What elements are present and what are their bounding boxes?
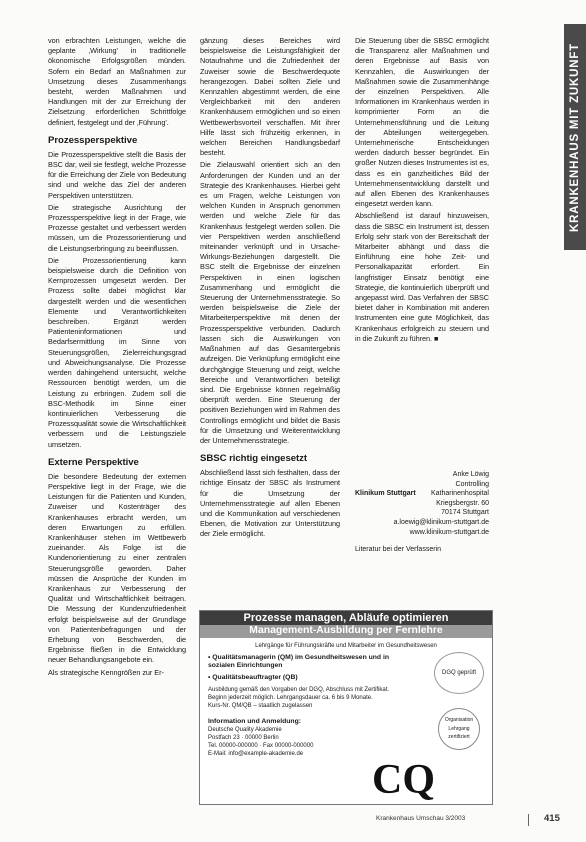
- paragraph: Die strategische Ausrichtung der Prozessperspektive liegt in der Frage, wie Prozesse gestaltet und verbessert werden müssen, um die Prozessorientierung und die Leistungserbringung zu beeinflussen.: [48, 202, 186, 253]
- ad-contact-line: Postfach 23 · 00000 Berlin: [208, 735, 279, 742]
- ad-headline: Prozesse managen, Abläufe optimieren: [200, 611, 492, 625]
- ad-body: [200, 638, 492, 762]
- author-contact: [355, 470, 489, 555]
- footer-divider: [528, 814, 529, 826]
- street: Kriegsbergstr. 60: [436, 499, 489, 507]
- author-name: Anke Löwig: [452, 471, 489, 478]
- cq-logo-text: CQ: [372, 757, 435, 803]
- column-3: [355, 36, 489, 346]
- author-role: Controlling: [455, 480, 489, 488]
- certification-logo-text: DGQ geprüft: [441, 669, 476, 676]
- ad-contact-line: Deutsche Quality Akademie: [208, 727, 282, 734]
- seal-icon: [438, 708, 480, 750]
- ad-intro: Lehrgänge für Führungskräfte und Mitarbeiter im Gesundheitswesen: [255, 643, 437, 650]
- org-unit: Katharinenhospital: [431, 490, 489, 498]
- heading-externe-perspektive: Externe Perspektive: [48, 456, 139, 468]
- ad-subhead: Management-Ausbildung per Fernlehre: [200, 625, 492, 639]
- email[interactable]: a.loewig@klinikum-stuttgart.de: [393, 518, 489, 526]
- column-2: [200, 36, 340, 542]
- ad-contact: [208, 718, 368, 759]
- page-footer: [376, 813, 560, 824]
- paragraph: Die Steuerung über die SBSC ermöglicht die Transparenz aller Maßnahmen und deren Ergebnisse auf Basis von Kennzahlen, die Auswirkungen der Maßnahmen sowie die Zusammenhänge der einzelnen Perspektiven. Alle Informationen im Krankenhaus werden in komprimierter Form an die Unternehmensführung und die Leitung der Abteilungen weitergegeben. Unternehmerische Entscheidungen werden dadurch besser begründet. Ein großer Nutzen dieses Instrumentes ist es, dass es ein ganzheitliches Bild der Unternehmensentwicklung darstellt und auf allen Ebenen des Krankenhauses eingesetzt werden kann.: [355, 36, 489, 209]
- paragraph: [355, 211, 489, 344]
- section-tab-label: KRANKENHAUS MIT ZUKUNFT: [569, 42, 581, 232]
- seal-text: Organisation Lehrgang zertifiziert: [444, 717, 474, 741]
- paragraph: von erbrachten Leistungen, welche die geplante ‚Wirkung' in traditionelle ökonomische Erfolgsgrößen münden. Sofern ein Bedarf an Maßnahmen zur Umsetzung dieses Zusammenhangs besteht, werden Maßnahmen und Handlungen mit der zur Erreichung der Zielsetzung erforderlichen Schrittfolge definiert, festgelegt und der ‚Führung'.: [48, 36, 186, 127]
- ad-bullet: • Qualitätsbeauftragter (QB): [208, 673, 298, 681]
- paragraph: Die besondere Bedeutung der externen Perspektive liegt in der Frage, wie die Leistungen für die Patienten und Kunden, Zuweiser und Kostenträger des Krankenhauses erbracht werden, um deren Erwartungen zu erfüllen. Krankenhäuser stehen im Wettbewerb zueinander. Als Folge ist die Kundenorientierung zu einer zentralen Steuerungsgröße geworden. Daher müssen die Ansprüche der Kunden im Krankenhaus zur Verbesserung der Qualität und Wirtschaftlichkeit beitragen. Die Messung der Kundenzufriedenheit erfolgt beispielsweise auf der Grundlage von Patientenbefragungen und der Erhebung von Beschwerden, die Ergebnisse fließen in die Entwicklung neuer Behandlungsangebote ein.: [48, 471, 186, 665]
- literature-note: Literatur bei der Verfasserin: [355, 546, 441, 554]
- org-row: [355, 489, 489, 499]
- end-mark: ■: [434, 333, 439, 343]
- paragraph: Die Prozessorientierung kann beispielsweise durch die Definition von Kernprozessen umgesetzt werden. Der Prozess sollte dabei möglichst klar dargestellt werden und die wesentlichen Elemente und Verantwortlichkeiten beschreiben. Ergänzt werden Patienteninformationen und Bedarfsermittlung im Sinne von Steuerungsgrößen, Zielerreichungsgrad und Abweichungsanalyse. Die Prozesse werden dahingehend untersucht, welche Ressourcen benötigt werden, um die Leistung zu erbringen. Zudem soll die BSC-Methodik im Sinne einer kontinuierlichen Verbesserung die Prozessqualität sowie die Wirtschaftlichkeit verbessern und die Leistungsziele umsetzen.: [48, 255, 186, 449]
- website[interactable]: www.klinikum-stuttgart.de: [409, 528, 489, 536]
- paragraph: Als strategische Kenngrößen zur Er-: [48, 667, 164, 677]
- ad-detail: Ausbildung gemäß den Vorgaben der DGQ, Abschluss mit Zertifikat. Beginn jederzeit möglich. Lehrgangsdauer ca. 6 bis 9 Monate.: [208, 686, 390, 701]
- paragraph-text: Abschließend ist darauf hinzuweisen, dass die SBSC ein Instrument ist, dessen Erfolg sehr stark von der Bereitschaft der Mitarbeiter abhängt und dass die Einführung eine hohe Zeit- und Personalkapazität erfordert. Ein langfristiger Einsatz benötigt eine Strategie, die kontinuierlich überprüft und angepasst wird. Das Verfahren der SBSC bietet daher in Kombination mit anderen Instrumenten eine gute Möglichkeit, das Krankenhaus erfolgreich zu steuern und in die Zukunft zu führen.: [355, 211, 489, 343]
- ad-bullet: • Qualitätsmanagerin (QM) im Gesundheitswesen und in sozialen Einrichtungen: [208, 653, 390, 670]
- city: 70174 Stuttgart: [441, 509, 489, 517]
- paragraph: Die Prozessperspektive stellt die Basis der BSC dar, weil sie festlegt, welche Prozesse für die Erreichung der Ziele von Bedeutung sind und welche das Ziel der anderen Perspektiven unterstützen.: [48, 149, 186, 200]
- journal-name: Krankenhaus Umschau 3/2003: [376, 815, 466, 822]
- section-tab: [564, 24, 586, 250]
- org-name: Klinikum Stuttgart: [355, 490, 416, 498]
- ad-detail-2: Kurs-Nr. QM/QB – staatlich zugelassen: [208, 702, 313, 709]
- paragraph: Die Zielauswahl orientiert sich an den Anforderungen der Kunden und an der Strategie des Krankenhauses. Hierbei geht es um Fragen, welche Leistungen von welchen Kunden in Anspruch genommen werden und welche Ziele für das Krankenhaus festgelegt werden sollen. Die vier Perspektiven werden anschließend miteinander verknüpft und in Ursache-Wirkungs-Beziehungen dargestellt. Die BSC stellt die Ergebnisse der einzelnen Perspektiven in einen logischen Zusammenhang und ermöglicht die Steuerung der Unternehmensstrategie. So werden beispielsweise die Ziele der Mitarbeiterperspektive mit denen der Prozessperspektive verbunden. Dadurch lassen sich die Auswirkungen von Maßnahmen auf das Gesamtergebnis aufzeigen. Die Verknüpfung ermöglicht eine durchgängige Steuerung und zeigt, welche Bereiche und Verantwortlichen beteiligt sind. Die Ergebnisse können regelmäßig überprüft werden. Eine Steuerung der positiven Beziehungen wird im Rahmen des Controllings ermöglicht und bildet die Basis für die Umsetzung und Weiterentwicklung der Unternehmensstrategie.: [200, 160, 340, 445]
- paragraph: gänzung dieses Bereiches wird beispielsweise die Leistungsfähigkeit der Notaufnahme und die Zufriedenheit der Zuweiser sowie die Beschwerdequote herangezogen. Dabei sollten Ziele und Kennzahlen abgestimmt werden, die eine Vergleichbarkeit mit den anderen Krankenhäusern ermöglichen und so einen Wettbewerbsvorteil verschaffen. Mit ihrer Hilfe lässt sich frühzeitig erkennen, in welchen Bereichen Handlungsbedarf besteht.: [200, 36, 340, 158]
- ad-contact-heading: Information und Anmeldung:: [208, 717, 302, 725]
- ad-contact-line[interactable]: E-Mail: info@example-akademie.de: [208, 751, 304, 758]
- heading-prozessperspektive: Prozessperspektive: [48, 134, 138, 146]
- heading-sbsc: SBSC richtig eingesetzt: [200, 453, 308, 465]
- ad-contact-line: Tel. 00000-000000 · Fax 00000-000000: [208, 743, 314, 750]
- advertisement: [199, 610, 493, 805]
- page-number: 415: [544, 813, 560, 824]
- certification-logo: [434, 652, 484, 694]
- column-1: [48, 36, 186, 680]
- cq-logo: [372, 757, 452, 803]
- paragraph: Abschließend lässt sich festhalten, dass der richtige Einsatz der SBSC als Instrument für die Umsetzung der Unternehmensstrategie auf allen Ebenen und die Kommunikation auf verschiedenen Ebenen, die Motivation zur Unterstützung der Ziele ermöglicht.: [200, 468, 340, 539]
